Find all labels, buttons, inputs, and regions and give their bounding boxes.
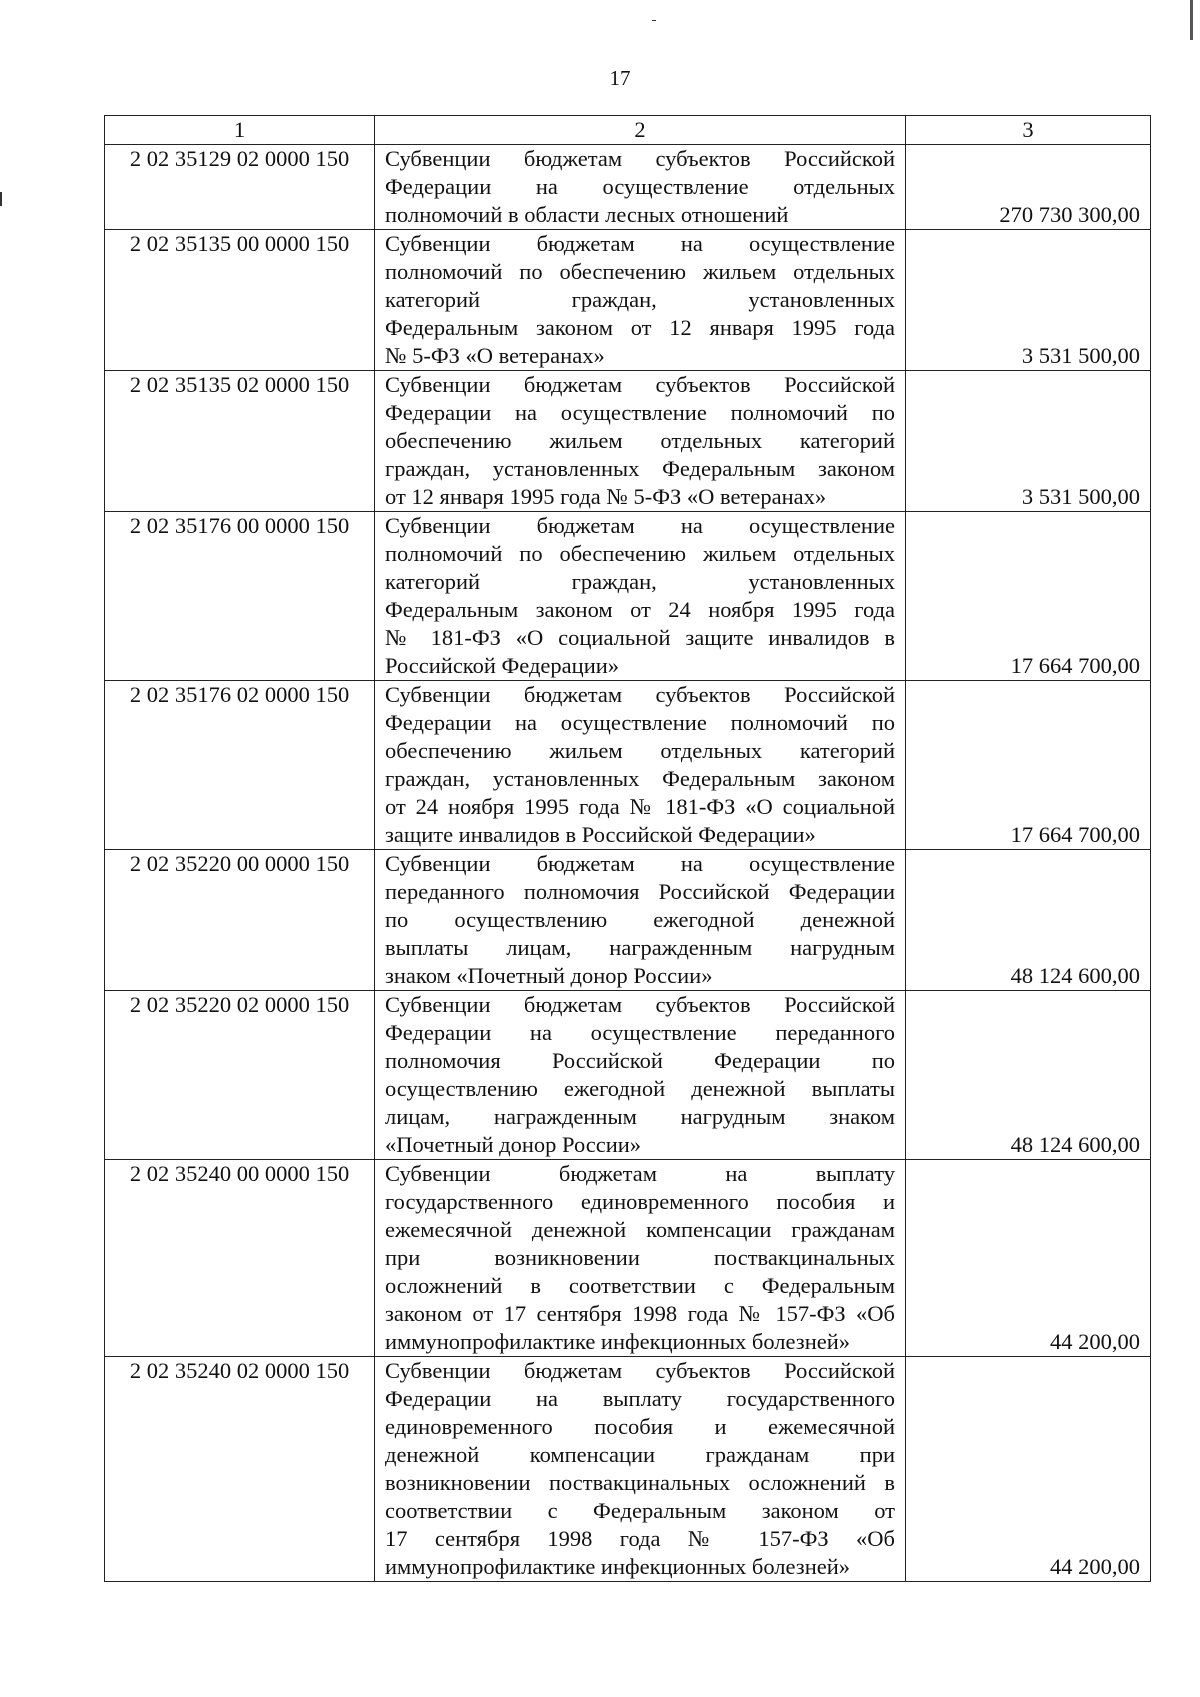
budget-code-cell: 2 02 35240 00 0000 150 xyxy=(105,1160,375,1357)
description-line: «Почетный донор России» xyxy=(385,1132,642,1157)
table-row xyxy=(105,371,1151,512)
description-line: категорий граждан, установленных xyxy=(385,569,895,594)
scan-mark xyxy=(1190,0,1193,40)
table-row xyxy=(105,1160,1151,1357)
description-line: Субвенции бюджетам субъектов Российской xyxy=(385,682,895,707)
description-line: обеспечению жильем отдельных категорий xyxy=(385,738,895,763)
description-line: 17 сентября 1998 года № 157-ФЗ «Об xyxy=(385,1526,895,1551)
description-line: государственного единовременного пособия и xyxy=(385,1189,895,1214)
description-line: от 12 января 1995 года № 5-ФЗ «О ветеранах» xyxy=(385,484,827,509)
description-cell xyxy=(375,512,906,681)
description-line: полномочий по обеспечению жильем отдельных xyxy=(385,541,895,566)
description-line: соответствии с Федеральным законом от xyxy=(385,1498,895,1523)
description-line: Российской Федерации» xyxy=(385,653,620,678)
description-line: Федерации на осуществление полномочий по xyxy=(385,710,895,735)
description-line: Субвенции бюджетам на осуществление xyxy=(385,851,895,876)
description-line: Субвенции бюджетам субъектов Российской xyxy=(385,146,895,171)
description-line: Субвенции бюджетам на осуществление xyxy=(385,231,895,256)
description-line: полномочия Российской Федерации по xyxy=(385,1048,895,1073)
description-cell xyxy=(375,681,906,850)
description-line: от 24 ноября 1995 года № 181-ФЗ «О социальной xyxy=(385,794,895,819)
amount-cell: 44 200,00 xyxy=(906,1357,1151,1582)
column-header: 3 xyxy=(906,116,1151,145)
description-line: № 5-ФЗ «О ветеранах» xyxy=(385,343,605,368)
description-line: при возникновении поствакцинальных xyxy=(385,1245,895,1270)
budget-code-cell: 2 02 35135 00 0000 150 xyxy=(105,230,375,371)
description-line: Федерации на осуществление полномочий по xyxy=(385,400,895,425)
description-line: единовременного пособия и ежемесячной xyxy=(385,1414,895,1439)
description-line: защите инвалидов в Российской Федерации» xyxy=(385,822,816,847)
description-line: Федерации на осуществление отдельных xyxy=(385,174,895,199)
description-line: Субвенции бюджетам на осуществление xyxy=(385,513,895,538)
budget-code-cell: 2 02 35240 02 0000 150 xyxy=(105,1357,375,1582)
description-line: возникновении поствакцинальных осложнений в xyxy=(385,1470,895,1495)
description-line: Субвенции бюджетам субъектов Российской xyxy=(385,372,895,397)
table-row xyxy=(105,512,1151,681)
description-line: по осуществлению ежегодной денежной xyxy=(385,907,895,932)
description-line: осуществлению ежегодной денежной выплаты xyxy=(385,1076,895,1101)
description-line: граждан, установленных Федеральным законом xyxy=(385,456,895,481)
amount-cell: 17 664 700,00 xyxy=(906,512,1151,681)
description-line: переданного полномочия Российской Федерации xyxy=(385,879,895,904)
description-line: иммунопрофилактике инфекционных болезней» xyxy=(385,1329,851,1354)
scan-mark xyxy=(652,20,656,21)
table-row xyxy=(105,230,1151,371)
amount-cell: 270 730 300,00 xyxy=(906,145,1151,230)
amount-cell: 17 664 700,00 xyxy=(906,681,1151,850)
description-line: № 181-ФЗ «О социальной защите инвалидов в xyxy=(385,625,895,650)
description-line: граждан, установленных Федеральным законом xyxy=(385,766,895,791)
description-cell xyxy=(375,1160,906,1357)
column-header: 2 xyxy=(375,116,906,145)
description-line: ежемесячной денежной компенсации гражданам xyxy=(385,1217,895,1242)
description-line: обеспечению жильем отдельных категорий xyxy=(385,428,895,453)
budget-code-cell: 2 02 35220 02 0000 150 xyxy=(105,991,375,1160)
page-number: 17 xyxy=(609,66,631,90)
table-row xyxy=(105,991,1151,1160)
description-line: Федеральным законом от 12 января 1995 года xyxy=(385,315,895,340)
description-line: полномочий по обеспечению жильем отдельных xyxy=(385,259,895,284)
table-row xyxy=(105,681,1151,850)
budget-code-cell: 2 02 35129 02 0000 150 xyxy=(105,145,375,230)
description-line: Субвенции бюджетам на выплату xyxy=(385,1161,895,1186)
description-line: денежной компенсации гражданам при xyxy=(385,1442,895,1467)
description-line: знаком «Почетный донор России» xyxy=(385,963,713,988)
table-body xyxy=(105,145,1151,1582)
amount-cell: 44 200,00 xyxy=(906,1160,1151,1357)
description-line: Федерации на осуществление переданного xyxy=(385,1020,895,1045)
table-header-row xyxy=(105,116,1151,145)
table-row xyxy=(105,145,1151,230)
amount-cell: 48 124 600,00 xyxy=(906,850,1151,991)
amount-cell: 3 531 500,00 xyxy=(906,230,1151,371)
table-row xyxy=(105,1357,1151,1582)
amount-cell: 3 531 500,00 xyxy=(906,371,1151,512)
amount-cell: 48 124 600,00 xyxy=(906,991,1151,1160)
description-line: категорий граждан, установленных xyxy=(385,287,895,312)
budget-code-cell: 2 02 35135 02 0000 150 xyxy=(105,371,375,512)
description-line: Субвенции бюджетам субъектов Российской xyxy=(385,1358,895,1383)
description-cell xyxy=(375,850,906,991)
description-line: Субвенции бюджетам субъектов Российской xyxy=(385,992,895,1017)
budget-code-cell: 2 02 35176 02 0000 150 xyxy=(105,681,375,850)
description-line: иммунопрофилактике инфекционных болезней» xyxy=(385,1554,851,1579)
description-line: выплаты лицам, награжденным нагрудным xyxy=(385,935,895,960)
description-line: Федерации на выплату государственного xyxy=(385,1386,895,1411)
description-line: Федеральным законом от 24 ноября 1995 года xyxy=(385,597,895,622)
column-header: 1 xyxy=(105,116,375,145)
description-line: полномочий в области лесных отношений xyxy=(385,202,789,227)
budget-code-cell: 2 02 35220 00 0000 150 xyxy=(105,850,375,991)
budget-table xyxy=(104,115,1151,1582)
description-line: осложнений в соответствии с Федеральным xyxy=(385,1273,895,1298)
table-row xyxy=(105,850,1151,991)
description-line: лицам, награжденным нагрудным знаком xyxy=(385,1104,895,1129)
description-cell xyxy=(375,1357,906,1582)
description-cell xyxy=(375,230,906,371)
description-cell xyxy=(375,145,906,230)
description-line: законом от 17 сентября 1998 года № 157-ФЗ «Об xyxy=(385,1301,895,1326)
description-cell xyxy=(375,371,906,512)
description-cell xyxy=(375,991,906,1160)
scan-mark xyxy=(0,192,2,206)
budget-code-cell: 2 02 35176 00 0000 150 xyxy=(105,512,375,681)
